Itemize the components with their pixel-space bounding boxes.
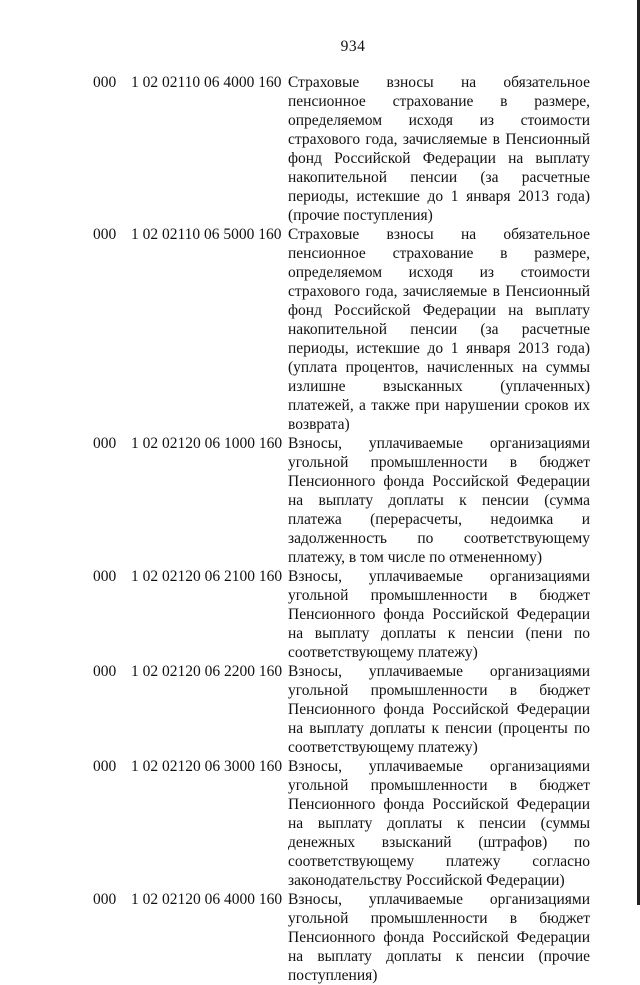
budget-classification-code: 1 02 02120 06 4000 160	[131, 891, 283, 908]
budget-classification-code: 1 02 02120 06 3000 160	[131, 758, 283, 775]
table-row	[0, 662, 640, 757]
admin-code: 000	[93, 663, 117, 680]
admin-code: 000	[93, 758, 117, 775]
code-description: Взносы, уплачиваемые организациями угольной промышленности в бюджет Пенсионного фонда Российской Федерации на выплату доплаты к пенсии (пени по соответствующему платежу)	[288, 568, 590, 661]
admin-code: 000	[93, 74, 117, 91]
table-row	[0, 890, 640, 985]
admin-code: 000	[93, 568, 117, 585]
budget-code-table	[0, 73, 640, 985]
budget-classification-code: 1 02 02110 06 4000 160	[131, 74, 282, 91]
code-description: Взносы, уплачиваемые организациями угольной промышленности в бюджет Пенсионного фонда Российской Федерации на выплату доплаты к пенсии (проценты по соответствующему платежу)	[288, 663, 590, 756]
page-number: 934	[340, 38, 366, 55]
admin-code: 000	[93, 891, 117, 908]
table-row	[0, 757, 640, 890]
code-description: Страховые взносы на обязательное пенсионное страхование в размере, определяемом исходя из стоимости страхового года, зачисляемые в Пенсионный фонд Российской Федерации на выплату накопительной пенсии (за расчетные периоды, истекшие до 1 января 2013 года) (уплата процентов, начисленных на суммы излишне взысканных (уплаченных) платежей, а также при нарушении сроков их возврата)	[288, 226, 590, 433]
code-description: Взносы, уплачиваемые организациями угольной промышленности в бюджет Пенсионного фонда Российской Федерации на выплату доплаты к пенсии (прочие поступления)	[288, 891, 590, 984]
admin-code: 000	[93, 435, 117, 452]
table-row	[0, 567, 640, 662]
code-description: Взносы, уплачиваемые организациями угольной промышленности в бюджет Пенсионного фонда Российской Федерации на выплату доплаты к пенсии (суммы денежных взысканий (штрафов) по соответствующему платежу согласно законодательству Российской Федерации)	[288, 758, 590, 889]
code-description: Взносы, уплачиваемые организациями угольной промышленности в бюджет Пенсионного фонда Российской Федерации на выплату доплаты к пенсии (сумма платежа (перерасчеты, недоимка и задолженность по соответствующему платежу, в том числе по отмененному)	[288, 435, 590, 566]
table-row	[0, 73, 640, 225]
table-row	[0, 225, 640, 434]
budget-classification-code: 1 02 02120 06 1000 160	[131, 435, 283, 452]
budget-classification-code: 1 02 02120 06 2200 160	[131, 663, 283, 680]
budget-classification-code: 1 02 02110 06 5000 160	[131, 226, 282, 243]
budget-classification-code: 1 02 02120 06 2100 160	[131, 568, 283, 585]
admin-code: 000	[93, 226, 117, 243]
code-description: Страховые взносы на обязательное пенсионное страхование в размере, определяемом исходя из стоимости страхового года, зачисляемые в Пенсионный фонд Российской Федерации на выплату накопительной пенсии (за расчетные периоды, истекшие до 1 января 2013 года) (прочие поступления)	[288, 74, 590, 224]
table-row	[0, 434, 640, 567]
